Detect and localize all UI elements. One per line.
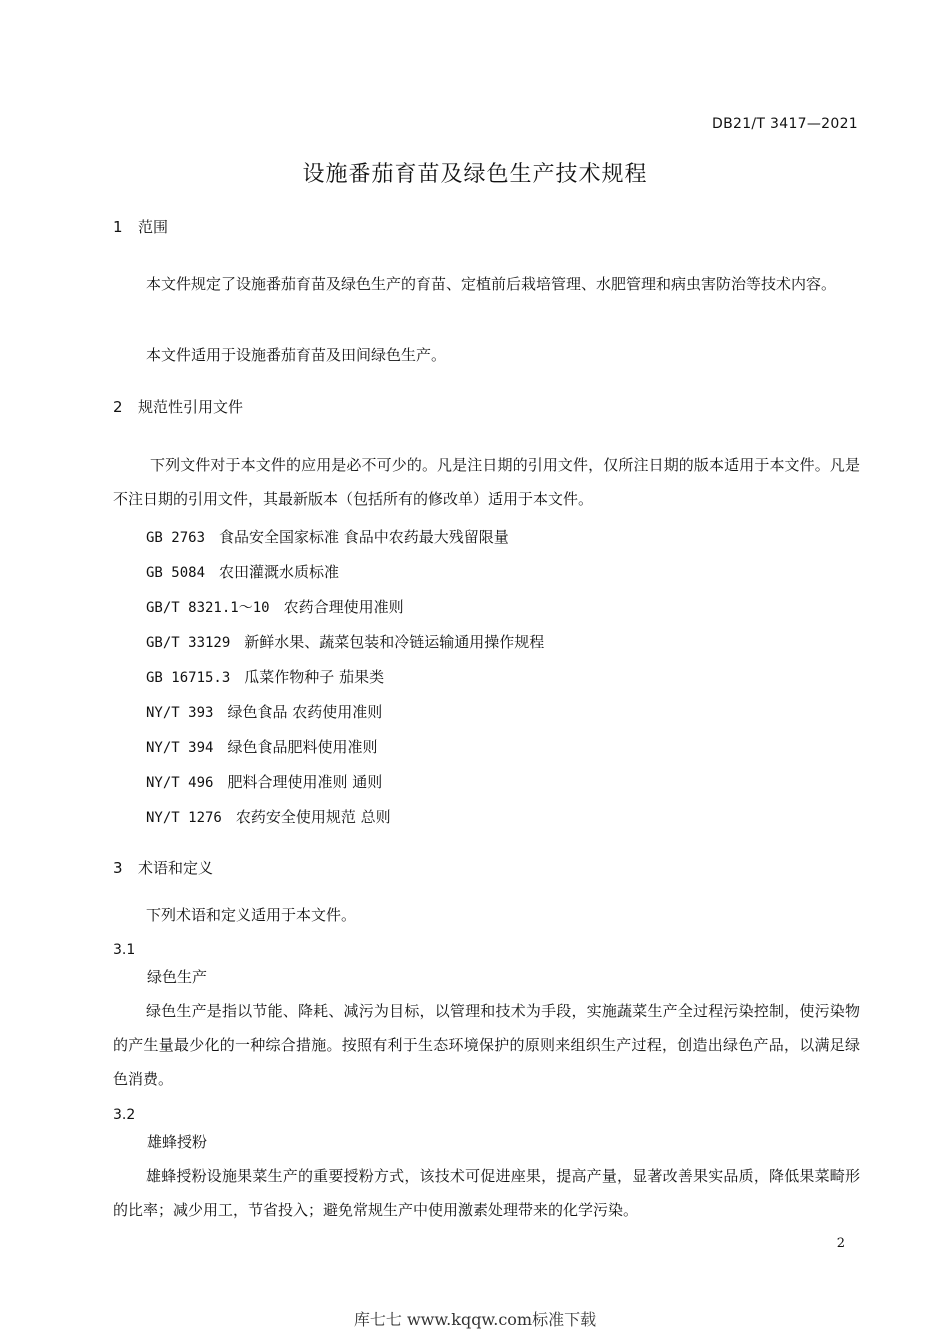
section-heading-terms-definitions [113, 857, 213, 878]
reference-code: NY/T 496 [146, 775, 214, 791]
section-number: 2 [113, 398, 123, 416]
scope-paragraph-2: 本文件适用于设施番茄育苗及田间绿色生产。 [146, 346, 447, 364]
section-heading-scope [113, 216, 168, 237]
reference-title: 绿色食品 农药使用准则 [227, 703, 383, 721]
reference-title: 农药安全使用规范 总则 [235, 808, 391, 826]
reference-code: GB/T 33129 [146, 635, 231, 651]
page-number: 2 [836, 1236, 845, 1251]
section-number: 1 [113, 218, 123, 236]
section-number: 3 [113, 859, 123, 877]
section-title: 范围 [138, 218, 169, 236]
reference-code: GB 2763 [146, 530, 206, 546]
scope-paragraph-1: 本文件规定了设施番茄育苗及绿色生产的育苗、定植前后栽培管理、水肥管理和病虫害防治等技术内容。 [146, 275, 837, 293]
term-definition: 雄蜂授粉设施果菜生产的重要授粉方式，该技术可促进座果，提高产量，显著改善果实品质，降低果菜畸形的比率；减少用工，节省投入；避免常规生产中使用激素处理带来的化学污染。 [113, 1167, 860, 1219]
reference-code: GB 16715.3 [146, 670, 231, 686]
reference-title: 绿色食品肥料使用准则 [227, 738, 378, 756]
reference-item [146, 596, 404, 617]
term-name: 绿色生产 [147, 968, 208, 986]
reference-title: 瓜菜作物种子 茄果类 [244, 668, 385, 686]
reference-code: GB 5084 [146, 565, 206, 581]
reference-code: NY/T 393 [146, 705, 214, 721]
reference-item [146, 806, 391, 827]
term-number: 3.2 [113, 1107, 136, 1123]
references-intro-paragraph: 下列文件对于本文件的应用是必不可少的。凡是注日期的引用文件，仅所注日期的版本适用于本文件。凡是不注日期的引用文件，其最新版本（包括所有的修改单）适用于本文件。 [113, 456, 860, 508]
reference-item [146, 631, 544, 652]
term-definition: 绿色生产是指以节能、降耗、减污为目标，以管理和技术为手段，实施蔬菜生产全过程污染控制，使污染物的产生量最少化的一种综合措施。按照有利于生态环境保护的原则来组织生产过程，创造出绿色产品，以满足绿色消费。 [113, 1002, 860, 1088]
document-title: 设施番茄育苗及绿色生产技术规程 [302, 162, 648, 187]
section-title: 术语和定义 [138, 859, 214, 877]
reference-item [146, 666, 384, 687]
reference-code: GB/T 8321.1～10 [146, 600, 270, 616]
reference-title: 肥料合理使用准则 通则 [227, 773, 383, 791]
reference-item [146, 701, 382, 722]
term-number: 3.1 [113, 942, 136, 958]
reference-item [146, 561, 339, 582]
reference-title: 农田灌溉水质标准 [219, 563, 340, 581]
terms-intro-paragraph: 下列术语和定义适用于本文件。 [146, 906, 357, 924]
section-title: 规范性引用文件 [138, 398, 244, 416]
section-heading-normative-references [113, 396, 243, 417]
reference-title: 新鲜水果、蔬菜包装和冷链运输通用操作规程 [244, 633, 545, 651]
reference-item [146, 771, 382, 792]
reference-title: 农药合理使用准则 [283, 598, 404, 616]
term-name: 雄蜂授粉 [147, 1133, 208, 1151]
reference-item [146, 526, 509, 547]
document-code: DB21/T 3417—2021 [712, 116, 858, 132]
reference-title: 食品安全国家标准 食品中农药最大残留限量 [219, 528, 509, 546]
reference-code: NY/T 394 [146, 740, 214, 756]
footer-watermark: 库七七 www.kqqw.com标准下载 [353, 1310, 597, 1329]
reference-code: NY/T 1276 [146, 810, 222, 826]
reference-item [146, 736, 377, 757]
